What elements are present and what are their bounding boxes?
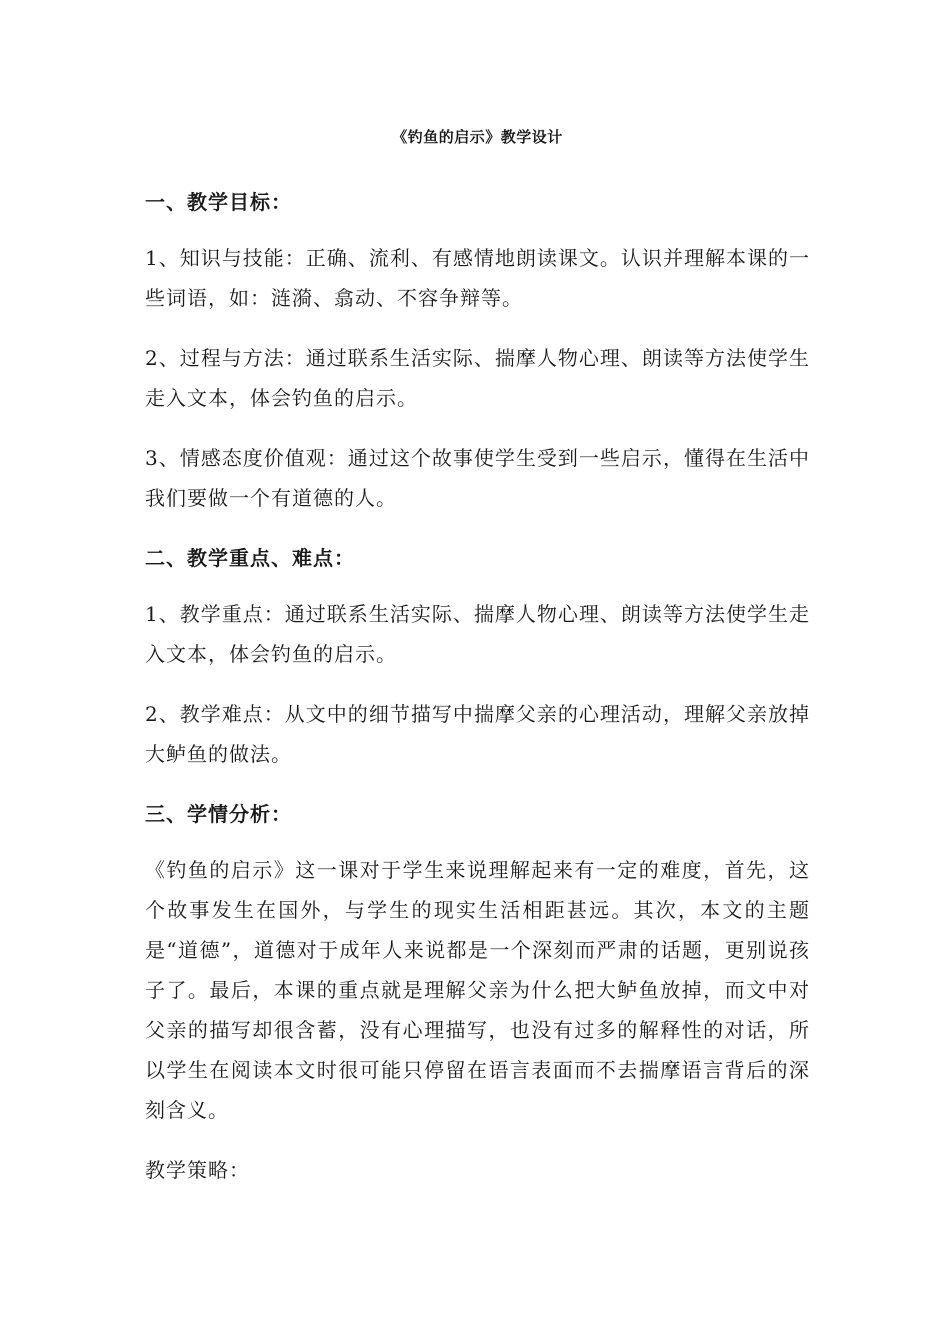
document-title: 《钓鱼的启示》教学设计: [392, 128, 563, 146]
paragraph-objective-values: 3、情感态度价值观：通过这个故事使学生受到一些启示，懂得在生活中我们要做一个有道德的人。: [145, 446, 810, 510]
paragraph-strategy-label: 教学策略：: [145, 1158, 250, 1182]
paragraph-difficult-point: 2、教学难点：从文中的细节描写中揣摩父亲的心理活动，理解父亲放掉大鲈鱼的做法。: [145, 702, 810, 766]
paragraph-objective-process: 2、过程与方法：通过联系生活实际、揣摩人物心理、朗读等方法使学生走入文本，体会钓鱼的启示。: [145, 346, 810, 410]
section-heading-objectives: 一、教学目标：: [145, 190, 292, 214]
paragraph-objective-knowledge: 1、知识与技能：正确、流利、有感情地朗读课文。认识并理解本课的一些词语，如：涟漪、翕动、不容争辩等。: [145, 246, 810, 310]
paragraph-key-point: 1、教学重点：通过联系生活实际、揣摩人物心理、朗读等方法使学生走入文本，体会钓鱼的启示。: [145, 602, 810, 666]
section-heading-analysis: 三、学情分析：: [145, 802, 292, 826]
document-body: [145, 120, 810, 1210]
section-heading-key-points: 二、教学重点、难点：: [145, 546, 355, 570]
paragraph-analysis: 《钓鱼的启示》这一课对于学生来说理解起来有一定的难度，首先，这个故事发生在国外，与学生的现实生活相距甚远。其次，本文的主题是“道德”，道德对于成年人来说都是一个深刻而严肃的话题，更别说孩子了。最后，本课的重点就是理解父亲为什么把大鲈鱼放掉，而文中对父亲的描写却很含蓄，没有心理描写，也没有过多的解释性的对话，所以学生在阅读本文时很可能只停留在语言表面而不去揣摩语言背后的深刻含义。: [145, 858, 810, 1122]
